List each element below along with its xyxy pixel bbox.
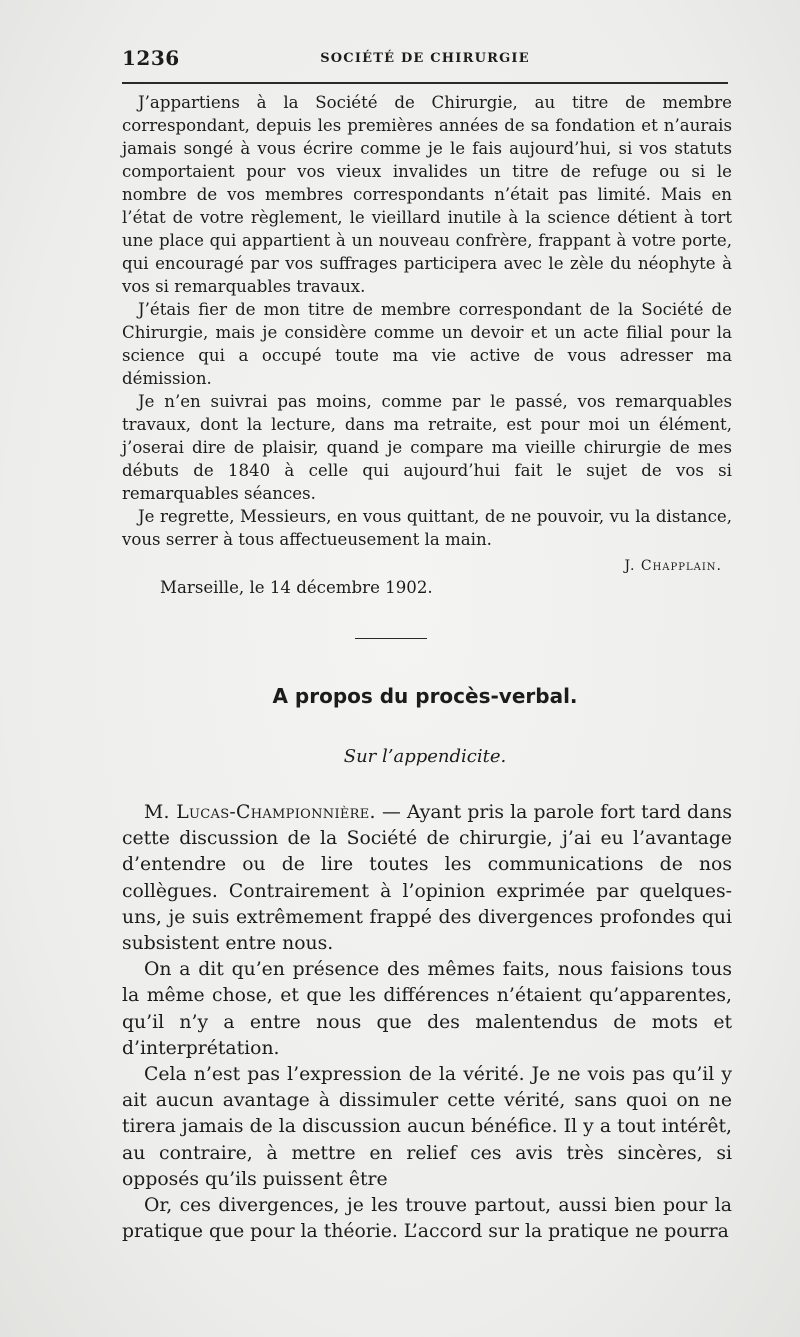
- letter-paragraph: J’appartiens à la Société de Chirurgie, au titre de membre correspondant, depuis les premières années de sa fondation et n’aurais jamais songé à vous écrire comme je le fais aujourd’hui, si vos statuts comportaient pour vos vieux invalides un titre de refuge ou si le nombre de vos membres correspondants n’était pas limité. Mais en l’état de votre règlement, le vieillard inutile à la science détient à tort une place qui appartient à un nouveau confrère, frappant à votre porte, qui encouragé par vos suffrages participera avec le zèle du néophyte à vos si remarquables travaux.: [122, 93, 732, 296]
- letter-paragraph: J’étais fier de mon titre de membre correspondant de la Société de Chirurgie, mais je considère comme un devoir et un acte filial pour la science qui a occupé toute ma vie active de vous adresser ma démission.: [122, 300, 732, 388]
- letter-paragraph: Je n’en suivrai pas moins, comme par le passé, vos remarquables travaux, dont la lecture, dans ma retraite, est pour moi un élément, j’oserai dire de plaisir, quand je compare ma vieille chirurgie de mes débuts de 1840 à celle qui aujourd’hui fait le sujet de vos si remarquables séances.: [122, 392, 732, 503]
- body-paragraph: On a dit qu’en présence des mêmes faits, nous faisions tous la même chose, et que les différences n’étaient qu’apparentes, qu’il n’y a entre nous que des malentendus de mots et d’interprétation.: [122, 959, 732, 1059]
- speaker-name: M. Lucas-Championnière.: [144, 802, 376, 823]
- letter-block: [122, 91, 732, 599]
- body-paragraph: Or, ces divergences, je les trouve partout, aussi bien pour la pratique que pour la théorie. L’accord sur la pratique ne pourra: [122, 1195, 732, 1243]
- section-subtitle: Sur l’appendicite.: [343, 746, 507, 767]
- section-title: A propos du procès-verbal.: [272, 684, 578, 708]
- header-rule: [122, 82, 728, 84]
- letter-paragraph: Je regrette, Messieurs, en vous quittant, de ne pouvoir, vu la distance, vous serrer à tous affectueusement la main.: [122, 507, 732, 549]
- discussion-text: [122, 800, 732, 1245]
- body-paragraph: [122, 800, 732, 957]
- section-divider: [355, 638, 427, 639]
- page-header: [122, 46, 728, 70]
- body-paragraph: Cela n’est pas l’expression de la vérité. Je ne vois pas qu’il y ait aucun avantage à dissimuler cette vérité, sans quoi on ne tirera jamais de la discussion aucun bénéfice. Il y a tout intérêt, au contraire, à mettre en relief ces avis très sincères, si opposés qu’ils puissent être: [122, 1064, 732, 1190]
- body-paragraph-text: — Ayant pris la parole fort tard dans cette discussion de la Société de chirurgie, j’ai eu l’avantage d’entendre ou de lire toutes les communications de nos collègues. Contrairement à l’opinion exprimée par quelques-uns, je suis extrêmement frappé des divergences profondes qui subsistent entre nous.: [122, 802, 732, 955]
- page-number: 1236: [122, 46, 180, 70]
- running-title: SOCIÉTÉ DE CHIRURGIE: [320, 51, 530, 66]
- letter-signature: J. Chapplain.: [624, 558, 722, 574]
- letter-place-date: Marseille, le 14 décembre 1902.: [160, 578, 433, 597]
